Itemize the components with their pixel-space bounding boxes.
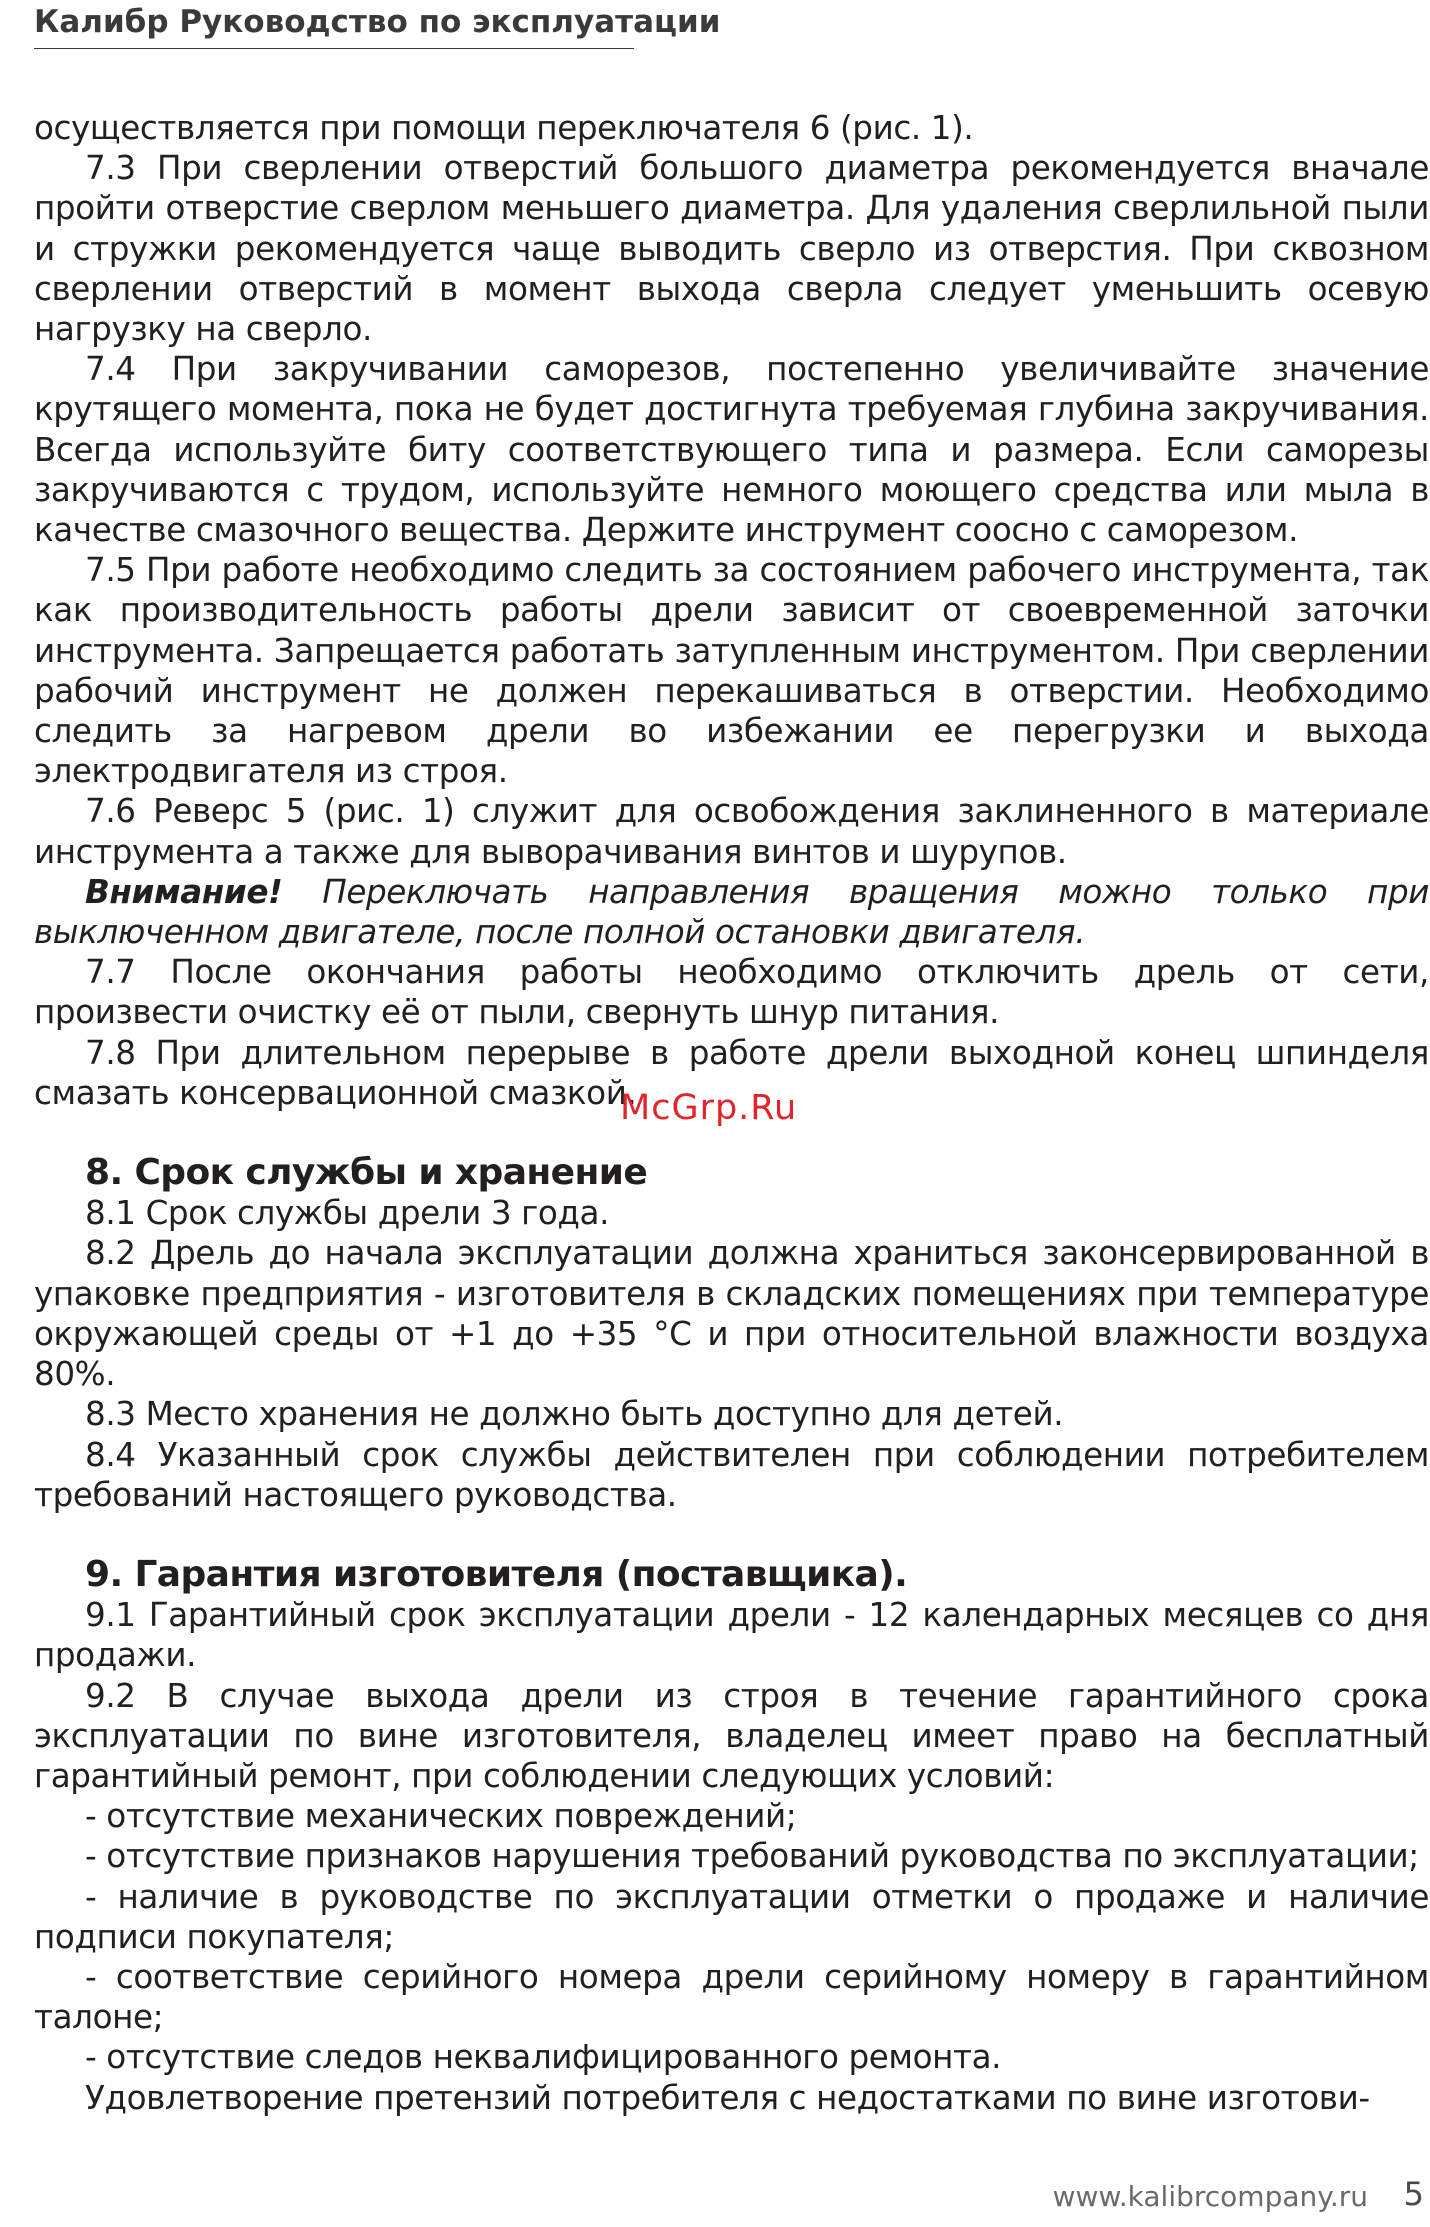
condition-list-item: - соответствие серийного номера дрели серийному номеру в гарантийном талоне;: [34, 1957, 1429, 2037]
paragraph-final: Удовлетворение претензий потребителя с недостатками по вине изготови-: [85, 2078, 1370, 2117]
section-9-heading: 9. Гарантия изготовителя (поставщика).: [85, 1553, 908, 1595]
attention-label: Внимание!: [85, 872, 283, 911]
header-divider: [34, 48, 634, 49]
paragraph-7-3: 7.3 При сверлении отверстий большого диаметра рекомендуется вначале пройти отверстие сверлом меньшего диаметра. Для удаления сверлильной пыли и стружки рекомендуется чаще выводить сверло из отверстия. При сквозном сверлении отверстий в момент выхода сверла следует уменьшить осевую нагрузку на сверло.: [34, 149, 1429, 349]
paragraph-7-6: 7.6 Реверс 5 (рис. 1) служит для освобождения заклиненного в материале инструмента а также для выворачивания винтов и шурупов.: [34, 792, 1429, 871]
paragraph-9-2: 9.2 В случае выхода дрели из строя в течение гарантийного срока эксплуатации по вине изготовителя, владелец имеет право на бесплатный гарантийный ремонт, при соблюдении следующих условий:: [34, 1676, 1429, 1795]
condition-list-item: - наличие в руководстве по эксплуатации отметки о продаже и наличие подписи покупателя;: [34, 1877, 1429, 1956]
paragraph-8-2: 8.2 Дрель до начала эксплуатации должна храниться законсервированной в упаковке предприятия - изготовителя в складских помещениях при температуре окружающей среды от +1 до +35 °С и при относительной влажности воздуха 80%.: [34, 1234, 1429, 1394]
footer-url: www.kalibrcompany.ru: [1052, 2180, 1368, 2213]
paragraph-9-1: 9.1 Гарантийный срок эксплуатации дрели - 12 календарных месяцев со дня продажи.: [34, 1596, 1429, 1675]
attention-note: [34, 872, 1429, 952]
condition-list-item: - отсутствие признаков нарушения требований руководства по эксплуатации;: [85, 1837, 1419, 1876]
section-8-heading: 8. Срок службы и хранение: [85, 1152, 648, 1194]
paragraph-7-5: 7.5 При работе необходимо следить за состоянием рабочего инструмента, так как производительность работы дрели зависит от своевременной заточки инструмента. Запрещается работать затупленным инструментом. При сверлении рабочий инструмент не должен перекашиваться в отверстии. Необходимо следить за нагревом дрели во избежании ее перегрузки и выхода электродвигателя из строя.: [34, 551, 1429, 791]
paragraph-continuation: осуществляется при помощи переключателя 6 (рис. 1).: [34, 109, 974, 147]
page-header-title: Калибр Руководство по эксплуатации: [34, 4, 721, 40]
page-number: 5: [1403, 2175, 1424, 2213]
watermark: McGrp.Ru: [620, 1088, 798, 1128]
paragraph-7-8: 7.8 При длительном перерыве в работе дрели выходной конец шпинделя смазать консервационной смазкой.: [34, 1033, 1429, 1112]
condition-list-item: - отсутствие следов неквалифицированного ремонта.: [85, 2038, 1002, 2077]
paragraph-8-3: 8.3 Место хранения не должно быть доступно для детей.: [85, 1395, 1064, 1434]
condition-list-item: - отсутствие механических повреждений;: [85, 1797, 797, 1836]
paragraph-7-7: 7.7 После окончания работы необходимо отключить дрель от сети, произвести очистку её от пыли, свернуть шнур питания.: [34, 953, 1429, 1032]
paragraph-7-4: 7.4 При закручивании саморезов, постепенно увеличивайте значение крутящего момента, пока не будет достигнута требуемая глубина закручивания. Всегда используйте биту соответствующего типа и размера. Если саморезы закручиваются с трудом, используйте немного моющего средства или мыла в качестве смазочного вещества. Держите инструмент соосно с саморезом.: [34, 350, 1429, 550]
paragraph-8-1: 8.1 Срок службы дрели 3 года.: [85, 1194, 610, 1233]
paragraph-8-4: 8.4 Указанный срок службы действителен при соблюдении потребителем требований настоящего руководства.: [34, 1435, 1429, 1514]
attention-text: Переключать направления вращения можно только при выключенном двигателе, после полной остановки двигателя.: [34, 872, 1429, 952]
